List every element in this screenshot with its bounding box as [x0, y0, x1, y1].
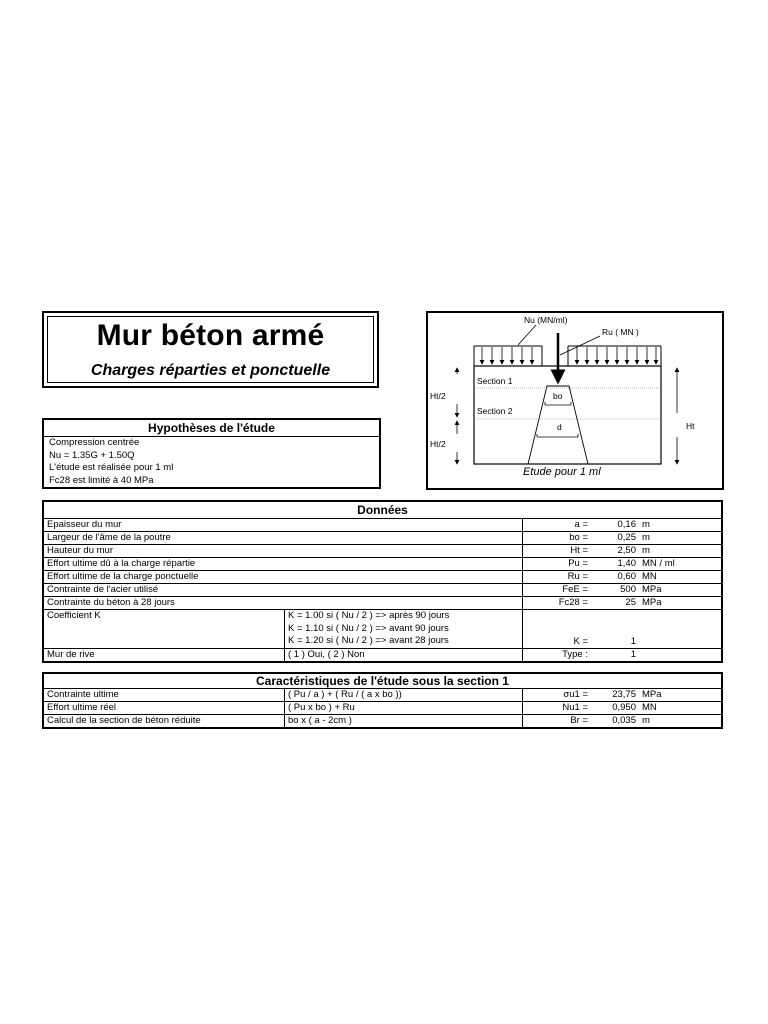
- row-value: 0,16: [617, 519, 636, 530]
- row-label: Epaisseur du mur: [44, 519, 523, 531]
- row-symbol: Ht =: [570, 545, 588, 556]
- ht2-top-label: Ht/2: [430, 391, 446, 401]
- table-row: [44, 532, 721, 545]
- table-row: [44, 715, 721, 727]
- section1-table: [42, 672, 723, 729]
- row-unit: MPa: [642, 597, 662, 608]
- row-value-cell: [591, 532, 721, 544]
- table-row: [44, 689, 721, 702]
- table-row: [44, 558, 721, 571]
- table-row: [44, 702, 721, 715]
- distributed-load-right: [568, 346, 661, 366]
- coefficient-k-row: [44, 610, 721, 649]
- row-value: 2,50: [617, 545, 636, 556]
- row-value-cell: [591, 584, 721, 596]
- nu-label: Nu (MN/ml): [524, 315, 568, 325]
- row-unit: MPa: [642, 584, 662, 595]
- d-label: d: [557, 422, 562, 432]
- row-symbol: Pu =: [568, 558, 588, 569]
- row-value-cell: [591, 558, 721, 570]
- row-symbol: FeE =: [562, 584, 588, 595]
- row-label: Largeur de l'âme de la poutre: [44, 532, 523, 544]
- bo-label: bo: [553, 391, 563, 401]
- table-row: [44, 571, 721, 584]
- k-options: [285, 610, 523, 648]
- k-option: K = 1.00 si ( Nu / 2 ) => après 90 jours: [288, 610, 450, 621]
- row-label: Effort ultime de la charge ponctuelle: [44, 571, 523, 583]
- row-formula: bo x ( a - 2cm ): [285, 715, 523, 727]
- wall-diagram-svg: [428, 313, 722, 488]
- row-unit: MN: [642, 571, 657, 582]
- donnees-table: [42, 500, 723, 663]
- row-value: 0,60: [617, 571, 636, 582]
- row-value: 1,40: [617, 558, 636, 569]
- donnees-heading: Données: [44, 502, 721, 519]
- row-label: Contrainte du béton à 28 jours: [44, 597, 523, 609]
- row-symbol: Nu1 =: [562, 702, 588, 713]
- table-row: [44, 597, 721, 610]
- row-label: Hauteur du mur: [44, 545, 523, 557]
- row-label: Effort ultime réel: [44, 702, 285, 714]
- page-title: Mur béton armé: [96, 319, 325, 352]
- row-value-cell: [591, 649, 721, 661]
- row-formula: ( Pu x bo ) + Ru: [285, 702, 523, 714]
- k-value[interactable]: 1: [630, 636, 636, 647]
- page-subtitle: Charges réparties et ponctuelle: [90, 362, 331, 379]
- rive-options: ( 1 ) Oui, ( 2 ) Non: [285, 649, 523, 661]
- row-value-cell: [591, 545, 721, 557]
- row-formula: ( Pu / a ) + ( Ru / ( a x bo )): [285, 689, 523, 701]
- k-option: K = 1.10 si ( Nu / 2 ) => avant 90 jours: [288, 622, 449, 634]
- row-value-cell: [591, 571, 721, 583]
- row-symbol: Fc28 =: [558, 597, 588, 608]
- row-value: 25: [625, 597, 636, 608]
- row-unit: m: [642, 545, 650, 556]
- row-unit: m: [642, 715, 650, 726]
- hypotheses-box: [42, 418, 381, 489]
- section-1-label: Section 1: [477, 376, 513, 386]
- row-value-cell: [591, 597, 721, 609]
- type-value[interactable]: 1: [630, 649, 636, 660]
- row-value: 0,950: [612, 702, 636, 713]
- hypothesis-line: Compression centrée: [49, 437, 140, 448]
- nu-leader: [518, 325, 536, 345]
- row-symbol: Type :: [562, 649, 588, 660]
- row-label: Calcul de la section de béton réduite: [44, 715, 285, 727]
- row-label: Contrainte de l'acier utilisé: [44, 584, 523, 596]
- row-value: 0,035: [612, 715, 636, 726]
- hypotheses-heading: Hypothèses de l'étude: [44, 420, 379, 437]
- row-label: Coefficient K: [44, 610, 285, 648]
- table-row: [44, 545, 721, 558]
- row-symbol: Br =: [570, 715, 588, 726]
- row-symbol: Ru =: [567, 571, 588, 582]
- row-value-cell: [591, 715, 721, 727]
- row-symbol: a =: [574, 519, 588, 530]
- title-frame: [47, 316, 374, 383]
- ht-label: Ht: [686, 421, 695, 431]
- section1-heading: Caractéristiques de l'étude sous la section 1: [44, 674, 721, 689]
- section-2-label: Section 2: [477, 406, 513, 416]
- row-value: 23,75: [612, 689, 636, 700]
- mur-de-rive-row: [44, 649, 721, 661]
- row-value: 0,25: [617, 532, 636, 543]
- hypothesis-line: L'étude est réalisée pour 1 ml: [49, 462, 174, 473]
- table-row: [44, 519, 721, 532]
- row-value-cell: [591, 519, 721, 531]
- row-unit: m: [642, 519, 650, 530]
- row-value-cell: [591, 610, 721, 648]
- row-unit: MN / ml: [642, 558, 675, 569]
- row-value: 500: [620, 584, 636, 595]
- row-value-cell: [591, 689, 721, 701]
- k-option: K = 1.20 si ( Nu / 2 ) => avant 28 jours: [288, 635, 449, 646]
- row-unit: MPa: [642, 689, 662, 700]
- wall-diagram: [426, 311, 724, 490]
- row-label: Effort ultime dû à la charge répartie: [44, 558, 523, 570]
- row-symbol: σu1 =: [563, 689, 588, 700]
- row-value-cell: [591, 702, 721, 714]
- row-label: Contrainte ultime: [44, 689, 285, 701]
- row-label: Mur de rive: [44, 649, 285, 661]
- distributed-load-left: [474, 346, 542, 366]
- hypothesis-line: Fc28 est limité à 40 MPa: [49, 474, 154, 486]
- diagram-caption: Etude pour 1 ml: [523, 466, 601, 478]
- row-symbol: K =: [573, 636, 588, 647]
- table-row: [44, 584, 721, 597]
- title-box: [42, 311, 379, 388]
- row-unit: m: [642, 532, 650, 543]
- hypothesis-line: Nu = 1.35G + 1.50Q: [49, 449, 135, 461]
- ru-label: Ru ( MN ): [602, 327, 639, 337]
- row-symbol: bo =: [569, 532, 588, 543]
- row-unit: MN: [642, 702, 657, 713]
- ht2-bottom-label: Ht/2: [430, 439, 446, 449]
